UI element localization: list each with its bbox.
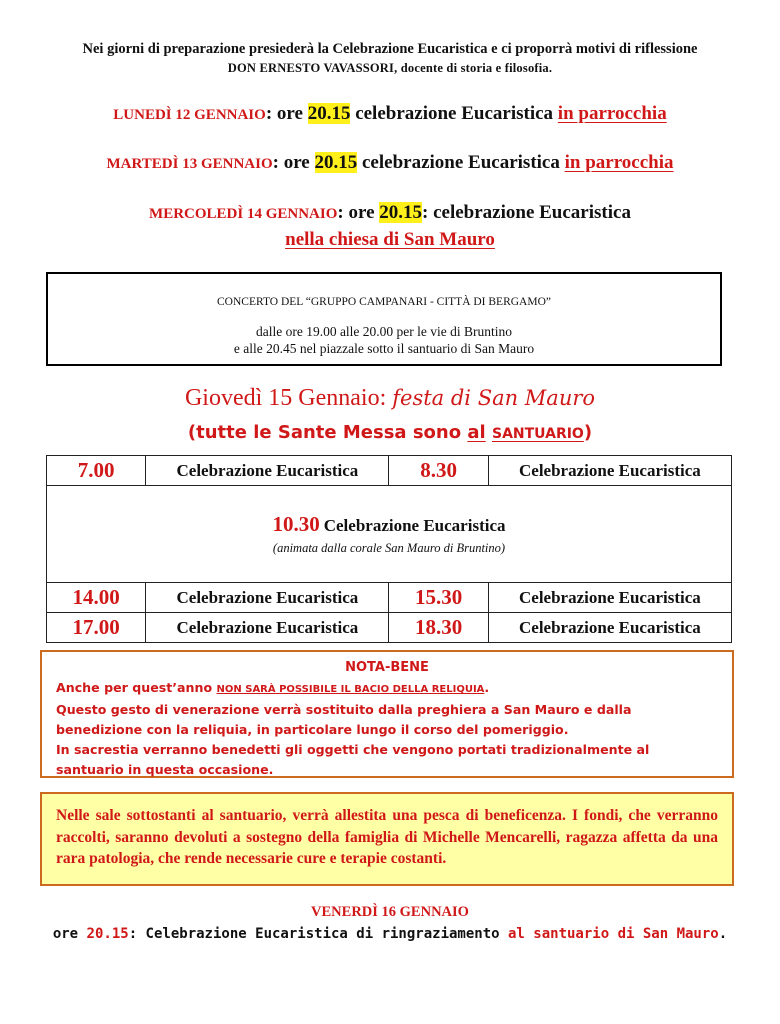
- event-place: in parrocchia: [557, 103, 667, 124]
- nota-text: .: [484, 680, 490, 695]
- nota-line-3: In sacrestia verranno benedetti gli oggetti che vengono portati tradizionalmente al santuario in questa occasione.: [56, 742, 650, 777]
- nota-line-2: Questo gesto di venerazione verrà sostituito dalla preghiera a San Mauro e dalla benedizione con la reliquia, in particolare lungo il corso del pomeriggio.: [56, 702, 632, 737]
- nota-line-1: [56, 678, 718, 700]
- friday-line: [0, 926, 780, 942]
- event-monday: [0, 103, 780, 125]
- event-sep: : ore: [265, 103, 308, 124]
- event-time: 20.15: [307, 103, 351, 124]
- thursday-heading: [0, 383, 780, 413]
- mass-label: Celebrazione Eucaristica: [146, 456, 389, 486]
- event-tuesday: [0, 152, 780, 174]
- mass-label: Celebrazione Eucaristica: [488, 583, 731, 613]
- thursday-feast: festa di San Mauro: [392, 386, 596, 410]
- masses-note: [0, 422, 780, 443]
- mass-time: 8.30: [389, 456, 488, 486]
- thursday-title: Giovedì 15 Gennaio:: [184, 385, 387, 411]
- event-wednesday: [0, 200, 780, 252]
- mass-time: 10.30: [272, 512, 320, 536]
- table-row: [47, 613, 732, 643]
- event-sep: : ore: [337, 202, 380, 223]
- intro-line-1: Nei giorni di preparazione presiederà la Celebrazione Eucaristica e ci proporrà motivi di riflessione: [82, 41, 698, 57]
- friday-pre: ore: [52, 926, 87, 942]
- friday-place: al santuario di San Mauro: [508, 926, 719, 942]
- concert-title: CONCERTO DEL “GRUPPO CAMPANARI - CITTÀ DI BERGAMO”: [217, 296, 551, 308]
- masses-note-place: SANTUARIO: [491, 426, 584, 442]
- masses-note-close: ): [583, 422, 593, 443]
- masses-note-open: (tutte le Sante Messa sono: [187, 422, 468, 443]
- charity-box: [40, 792, 734, 886]
- event-day: MERCOLEDÌ 14 GENNAIO: [149, 206, 338, 222]
- mass-main: [47, 486, 732, 583]
- event-desc: celebrazione Eucaristica: [350, 103, 558, 124]
- event-desc: : celebrazione Eucaristica: [422, 202, 631, 223]
- event-sep: : ore: [272, 152, 315, 173]
- mass-time: 17.00: [47, 613, 146, 643]
- concert-line-1: dalle ore 19.00 alle 20.00 per le vie di Bruntino: [255, 324, 513, 339]
- mass-label: Celebrazione Eucaristica: [488, 613, 731, 643]
- event-place: in parrocchia: [564, 152, 674, 173]
- mass-time: 18.30: [389, 613, 488, 643]
- event-place: nella chiesa di San Mauro: [285, 229, 495, 250]
- friday-desc: : Celebrazione Eucaristica di ringraziamento: [128, 926, 508, 942]
- intro-text: [0, 40, 780, 78]
- concert-line-2: e alle 20.45 nel piazzale sotto il santuario di San Mauro: [233, 341, 535, 356]
- event-time: 20.15: [314, 152, 358, 173]
- friday-end: .: [718, 926, 728, 942]
- event-time: 20.15: [379, 202, 423, 223]
- friday-time: 20.15: [86, 926, 129, 942]
- nota-warning: NON SARÀ POSSIBILE IL BACIO DELLA RELIQUIA: [216, 684, 485, 695]
- mass-time: 15.30: [389, 583, 488, 613]
- mass-schedule-table: [46, 455, 732, 643]
- mass-label: Celebrazione Eucaristica: [488, 456, 731, 486]
- concert-box: [46, 272, 722, 366]
- friday-title: VENERDÌ 16 GENNAIO: [311, 904, 469, 920]
- nota-bene-box: [40, 650, 734, 778]
- event-day: MARTEDÌ 13 GENNAIO: [106, 156, 273, 172]
- event-day: LUNEDÌ 12 GENNAIO: [113, 107, 266, 123]
- mass-time: 7.00: [47, 456, 146, 486]
- mass-subtitle: (animata dalla corale San Mauro di Bruntino): [272, 541, 506, 555]
- intro-line-2: DON ERNESTO VAVASSORI, docente di storia e filosofia.: [227, 61, 553, 75]
- nota-text: Anche per quest’anno: [56, 680, 217, 695]
- charity-text: Nelle sale sottostanti al santuario, verrà allestita una pesca di beneficenza. I fondi, che verranno raccolti, saranno devoluti a sostegno della famiglia di Michelle Mencarelli, ragazza affetta da una rara patologia, che rende necessarie cure e terapie costanti.: [56, 807, 718, 867]
- table-row: [47, 583, 732, 613]
- masses-note-al: al: [467, 422, 486, 443]
- mass-label: Celebrazione Eucaristica: [323, 516, 506, 535]
- event-desc: celebrazione Eucaristica: [357, 152, 565, 173]
- mass-time: 14.00: [47, 583, 146, 613]
- nota-title: NOTA-BENE: [345, 660, 429, 675]
- mass-label: Celebrazione Eucaristica: [146, 583, 389, 613]
- table-row: [47, 456, 732, 486]
- table-row: [47, 486, 732, 583]
- mass-label: Celebrazione Eucaristica: [146, 613, 389, 643]
